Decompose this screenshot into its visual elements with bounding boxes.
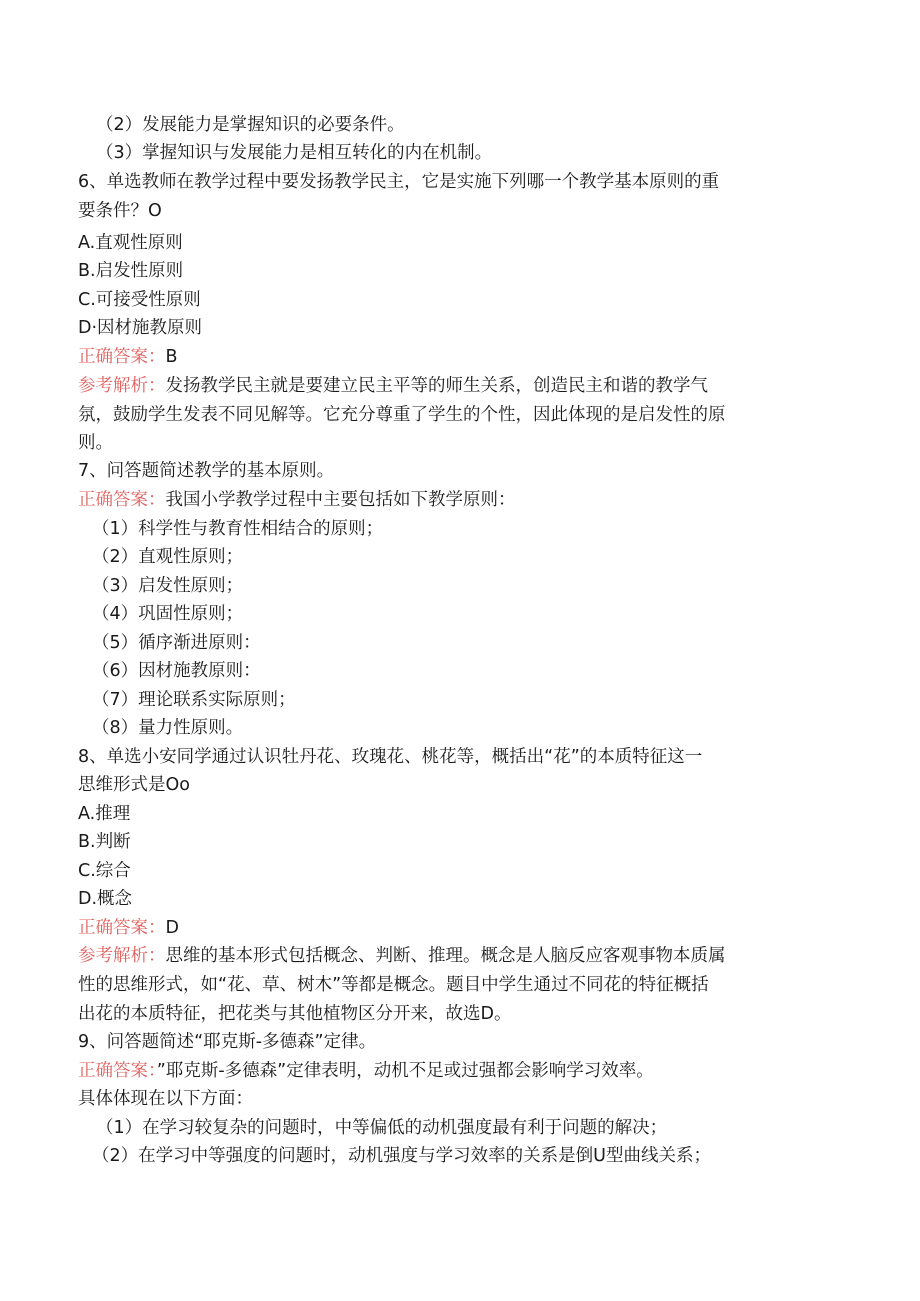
- answer-value: B: [165, 347, 178, 367]
- answer-text: ”耶克斯-多德森”定律表明，动机不足或过强都会影响学习效率。: [156, 1061, 654, 1081]
- q7-item: （1）科学性与教育性相结合的原则；: [92, 519, 384, 539]
- analysis-label: 参考解析：: [78, 946, 166, 966]
- q8-option-c: C.综合: [78, 861, 131, 881]
- q8-answer: [78, 917, 838, 939]
- q6-answer: [78, 346, 838, 368]
- q7-stem: 7、问答题简述教学的基本原则。: [78, 461, 335, 481]
- q6-analysis-cont: 氛，鼓励学生发表不同见解等。它充分尊重了学生的个性，因此体现的是启发性的原: [78, 405, 726, 425]
- q9-detail: 具体体现在以下方面：: [78, 1089, 253, 1109]
- analysis-label: 参考解析：: [78, 376, 166, 396]
- q8-option-a: A.推理: [78, 804, 131, 824]
- q7-item: （7）理论联系实际原则；: [92, 690, 296, 710]
- q7-item: （4）巩固性原则；: [92, 604, 244, 624]
- q8-analysis-end: 出花的本质特征，把花类与其他植物区分开来，故选D。: [78, 1004, 512, 1024]
- q6-analysis: [78, 375, 838, 397]
- principle-line-3: （3）掌握知识与发展能力是相互转化的内在机制。: [96, 143, 493, 163]
- q8-stem: 8、单选小安同学通过认识牡丹花、玫瑰花、桃花等，概括出“花”的本质特征这一: [78, 747, 703, 767]
- q6-option-b: B.启发性原则: [78, 261, 184, 281]
- q9-answer: [78, 1060, 838, 1082]
- answer-label: 正确答案：: [78, 490, 166, 510]
- q7-item: （5）循序渐进原则：: [92, 633, 261, 653]
- q8-option-b: B.判断: [78, 832, 131, 852]
- q7-item: （3）启发性原则；: [92, 576, 244, 596]
- q8-analysis-cont: 性的思维形式，如“花、草、树木”等都是概念。题目中学生通过不同花的特征概括: [78, 975, 709, 995]
- q7-answer: [78, 489, 838, 511]
- answer-label: 正确答案：: [78, 918, 166, 938]
- q6-stem-cont: 要条件？O: [78, 201, 162, 221]
- answer-label: 正确答案：: [78, 1061, 157, 1081]
- answer-value: D: [165, 918, 179, 938]
- principle-line-2: （2）发展能力是掌握知识的必要条件。: [96, 115, 405, 135]
- analysis-text: 思维的基本形式包括概念、判断、推理。概念是人脑反应客观事物本质属: [165, 946, 726, 966]
- q9-item: （2）在学习中等强度的问题时，动机强度与学习效率的关系是倒U型曲线关系；: [92, 1146, 711, 1166]
- q6-analysis-end: 则。: [78, 433, 113, 453]
- q9-stem: 9、问答题简述“耶克斯-多德森”定律。: [78, 1032, 377, 1052]
- q6-option-a: A.直观性原则: [78, 233, 183, 253]
- q8-stem-cont: 思维形式是Oo: [78, 775, 190, 795]
- q7-item: （6）因材施教原则：: [92, 661, 261, 681]
- q8-analysis: [78, 945, 838, 967]
- q7-item: （2）直观性原则；: [92, 547, 244, 567]
- q7-item: （8）量力性原则。: [92, 718, 244, 738]
- analysis-text: 发扬教学民主就是要建立民主平等的师生关系，创造民主和谐的教学气: [165, 376, 708, 396]
- answer-label: 正确答案：: [78, 347, 166, 367]
- q6-option-c: C.可接受性原则: [78, 290, 201, 310]
- q9-item: （1）在学习较复杂的问题时，中等偏低的动机强度最有利于问题的解决；: [96, 1118, 668, 1138]
- q6-option-d: D·因材施教原则: [78, 318, 203, 338]
- q6-stem: 6、单选教师在教学过程中要发扬教学民主，它是实施下列哪一个教学基本原则的重: [78, 172, 720, 192]
- answer-text: 我国小学教学过程中主要包括如下教学原则：: [165, 490, 516, 510]
- q8-option-d: D.概念: [78, 889, 133, 909]
